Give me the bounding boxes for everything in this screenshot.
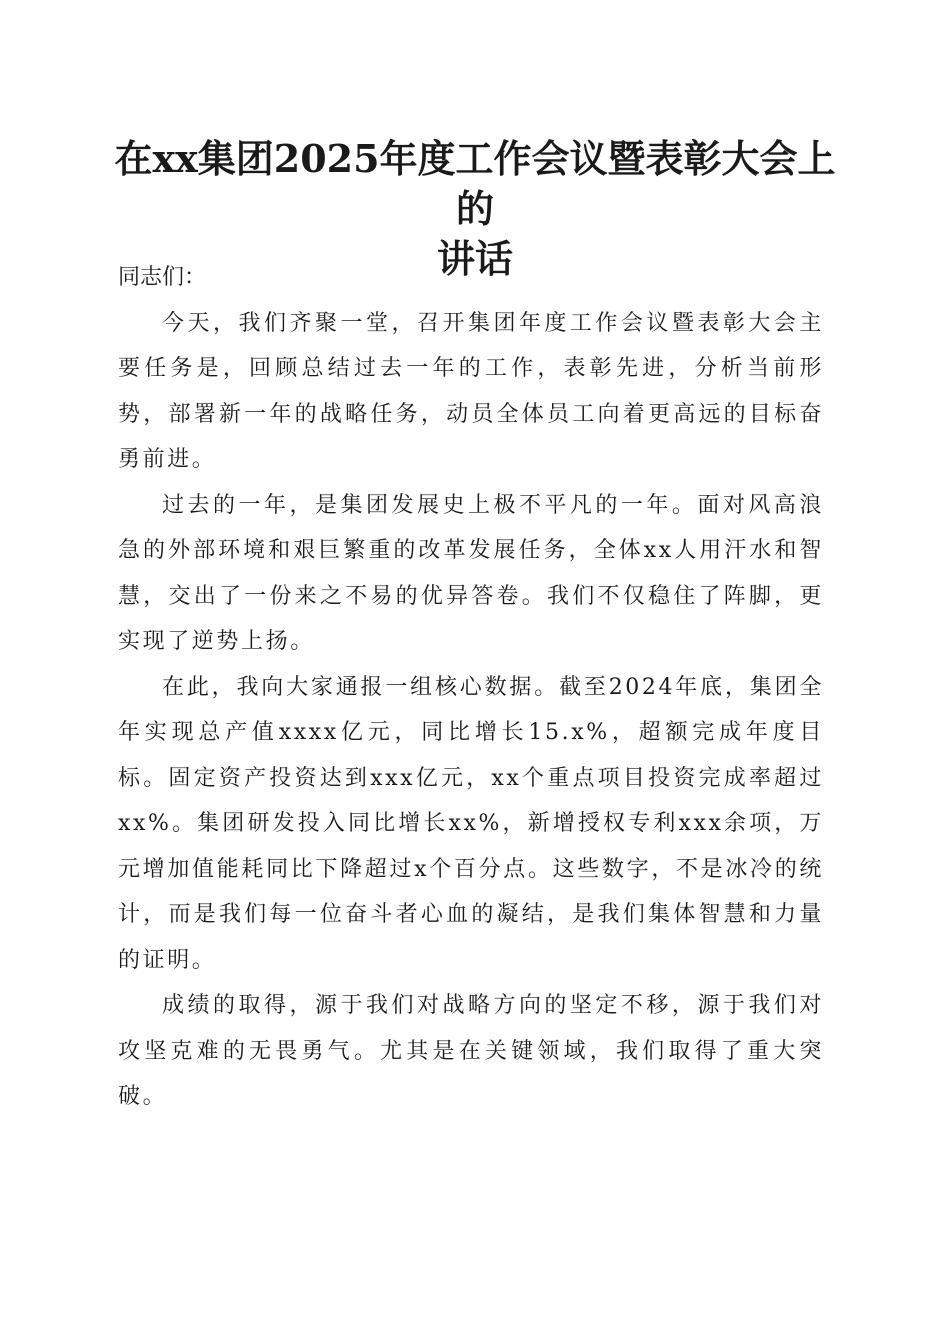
paragraph-review: 过去的一年，是集团发展史上极不平凡的一年。面对风高浪急的外部环境和艰巨繁重的改革发展任务，全体xx人用汗水和智慧，交出了一份来之不易的优异答卷。我们不仅稳住了阵脚，更实现了逆势上扬。: [118, 492, 824, 654]
paragraph-opening: 今天，我们齐聚一堂，召开集团年度工作会议暨表彰大会主要任务是，回顾总结过去一年的工作，表彰先进，分析当前形势，部署新一年的战略任务，动员全体员工向着更高远的目标奋勇前进。: [118, 310, 824, 472]
paragraph-achievements: 成绩的取得，源于我们对战略方向的坚定不移，源于我们对攻坚克难的无畏勇气。尤其是在关键领域，我们取得了重大突破。: [118, 993, 824, 1109]
title-line-1: 在xx集团2025年度工作会议暨表彰大会上的: [114, 136, 836, 231]
document-body: [118, 255, 824, 1120]
salutation: 同志们：: [118, 265, 207, 290]
paragraph-data: 在此，我向大家通报一组核心数据。截至2024年底，集团全年实现总产值xxxx亿元，同比增长15.x%，超额完成年度目标。固定资产投资达到xxx亿元，xx个重点项目投资完成率超过xx%。集团研发投入同比增长xx%，新增授权专利xxx余项，万元增加值能耗同比下降超过x个百分点。这些数字，不是冰冷的统计，而是我们每一位奋斗者心血的凝结，是我们集体智慧和力量的证明。: [118, 674, 824, 973]
title-line-2: 讲话: [436, 236, 513, 281]
